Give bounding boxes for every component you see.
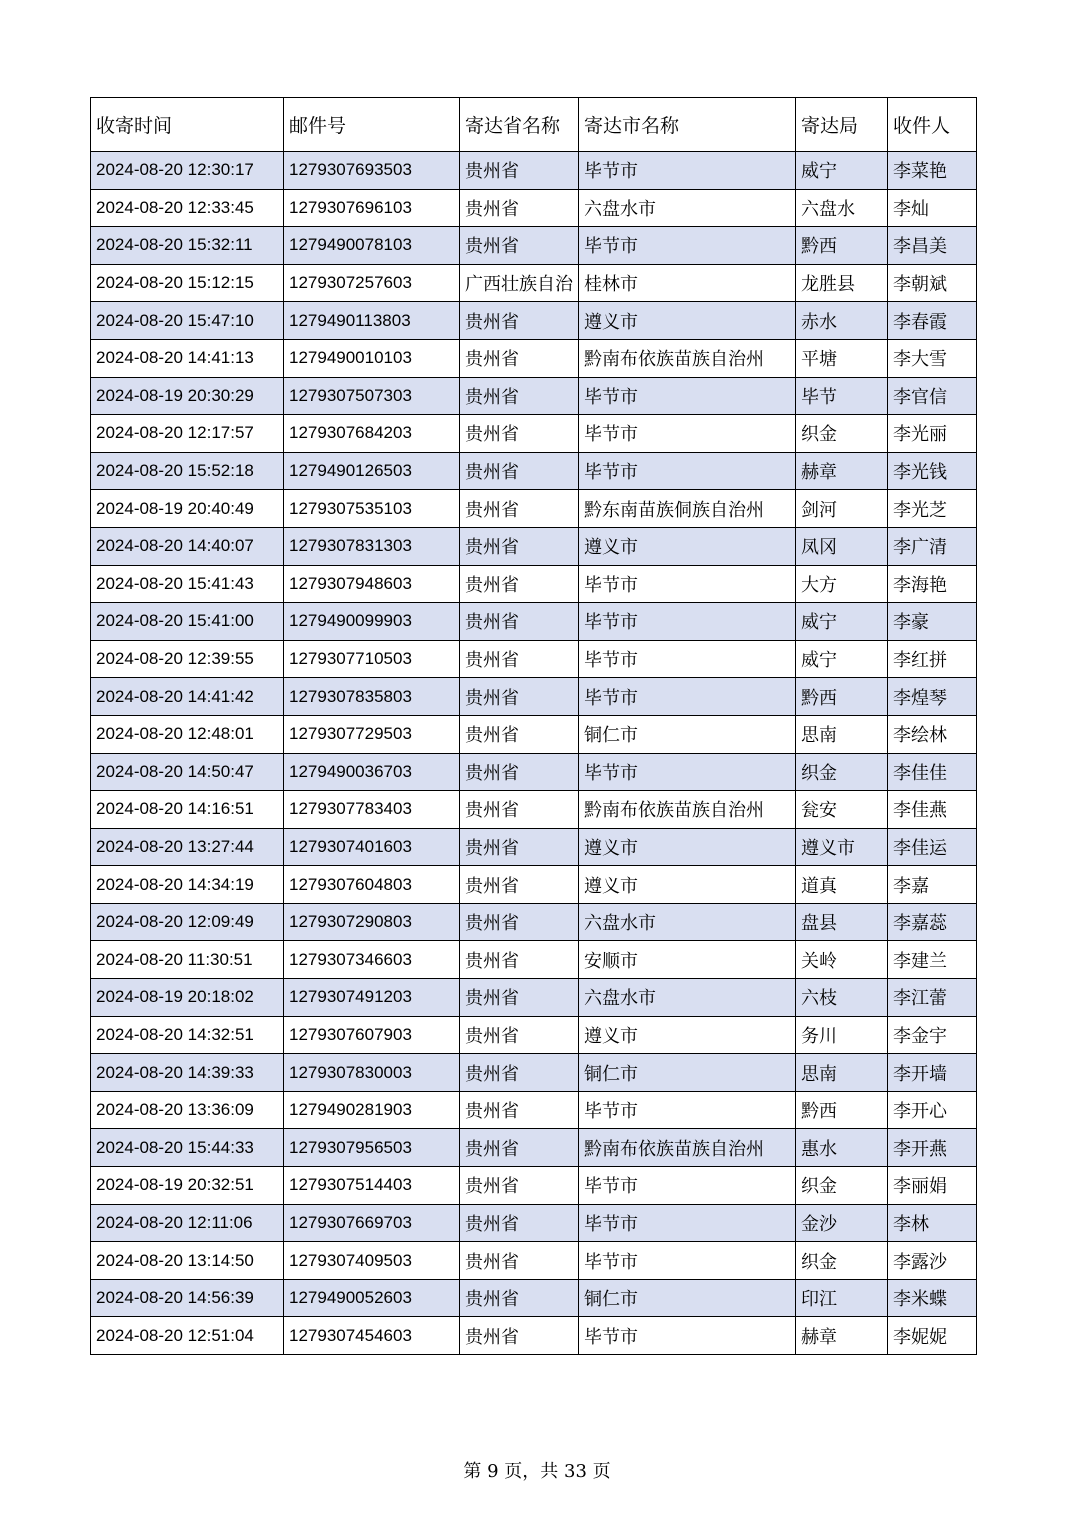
- recipient-cell: 李大雪: [888, 339, 977, 377]
- table-row: [91, 1242, 977, 1280]
- recipient-cell: 李建兰: [888, 941, 977, 979]
- recipient-cell: 李露沙: [888, 1242, 977, 1280]
- office-cell: 黔西: [796, 1091, 888, 1129]
- mail-number-cell: 1279307948603: [284, 565, 460, 603]
- table-row: [91, 415, 977, 453]
- mail-number-cell: 1279307710503: [284, 640, 460, 678]
- table-row: [91, 1279, 977, 1317]
- office-cell: 黔西: [796, 227, 888, 265]
- mail-number-cell: 1279307835803: [284, 678, 460, 716]
- posting-time-cell: 2024-08-20 11:30:51: [91, 941, 284, 979]
- office-cell: 印江: [796, 1279, 888, 1317]
- recipient-cell: 李开墙: [888, 1054, 977, 1092]
- city-cell: 桂林市: [579, 264, 796, 302]
- recipient-cell: 李光芝: [888, 490, 977, 528]
- posting-time-cell: 2024-08-20 12:30:17: [91, 152, 284, 190]
- city-cell: 铜仁市: [579, 715, 796, 753]
- city-cell: 毕节市: [579, 377, 796, 415]
- city-cell: 遵义市: [579, 1016, 796, 1054]
- office-cell: 关岭: [796, 941, 888, 979]
- table-row: [91, 903, 977, 941]
- posting-time-cell: 2024-08-20 14:41:13: [91, 339, 284, 377]
- mail-number-cell: 1279490281903: [284, 1091, 460, 1129]
- city-cell: 遵义市: [579, 302, 796, 340]
- posting-time-cell: 2024-08-20 14:50:47: [91, 753, 284, 791]
- recipient-cell: 李金宇: [888, 1016, 977, 1054]
- mail-number-cell: 1279307491203: [284, 979, 460, 1017]
- mail-number-cell: 1279307290803: [284, 903, 460, 941]
- mail-number-cell: 1279307729503: [284, 715, 460, 753]
- province-cell: 贵州省: [460, 1242, 579, 1280]
- city-cell: 毕节市: [579, 678, 796, 716]
- posting-time-cell: 2024-08-19 20:40:49: [91, 490, 284, 528]
- mail-number-cell: 1279307409503: [284, 1242, 460, 1280]
- province-cell: 贵州省: [460, 1054, 579, 1092]
- mail-number-cell: 1279307684203: [284, 415, 460, 453]
- province-cell: 贵州省: [460, 1204, 579, 1242]
- province-cell: 贵州省: [460, 1279, 579, 1317]
- province-cell: 贵州省: [460, 565, 579, 603]
- province-cell: 贵州省: [460, 979, 579, 1017]
- posting-time-cell: 2024-08-20 14:34:19: [91, 866, 284, 904]
- province-cell: 贵州省: [460, 189, 579, 227]
- office-cell: 毕节: [796, 377, 888, 415]
- posting-time-cell: 2024-08-20 14:41:42: [91, 678, 284, 716]
- posting-time-cell: 2024-08-19 20:18:02: [91, 979, 284, 1017]
- office-cell: 瓮安: [796, 791, 888, 829]
- posting-time-cell: 2024-08-20 15:32:11: [91, 227, 284, 265]
- recipient-cell: 李佳燕: [888, 791, 977, 829]
- recipient-cell: 李妮妮: [888, 1317, 977, 1355]
- table-row: [91, 1204, 977, 1242]
- table-row: [91, 490, 977, 528]
- province-cell: 贵州省: [460, 527, 579, 565]
- header-recipient: 收件人: [888, 98, 977, 152]
- city-cell: 安顺市: [579, 941, 796, 979]
- mail-number-cell: 1279307693503: [284, 152, 460, 190]
- office-cell: 道真: [796, 866, 888, 904]
- posting-time-cell: 2024-08-20 13:36:09: [91, 1091, 284, 1129]
- mail-number-cell: 1279307669703: [284, 1204, 460, 1242]
- office-cell: 务川: [796, 1016, 888, 1054]
- table-row: [91, 1091, 977, 1129]
- posting-time-cell: 2024-08-20 14:16:51: [91, 791, 284, 829]
- mail-number-cell: 1279307535103: [284, 490, 460, 528]
- header-destination-office: 寄达局: [796, 98, 888, 152]
- office-cell: 剑河: [796, 490, 888, 528]
- table-row: [91, 302, 977, 340]
- province-cell: 广西壮族自治: [460, 264, 579, 302]
- city-cell: 毕节市: [579, 227, 796, 265]
- recipient-cell: 李佳运: [888, 828, 977, 866]
- province-cell: 贵州省: [460, 1167, 579, 1205]
- province-cell: 贵州省: [460, 415, 579, 453]
- province-cell: 贵州省: [460, 452, 579, 490]
- recipient-cell: 李米蝶: [888, 1279, 977, 1317]
- recipient-cell: 李光钱: [888, 452, 977, 490]
- city-cell: 毕节市: [579, 1242, 796, 1280]
- office-cell: 平塘: [796, 339, 888, 377]
- recipient-cell: 李朝斌: [888, 264, 977, 302]
- city-cell: 遵义市: [579, 866, 796, 904]
- city-cell: 黔东南苗族侗族自治州: [579, 490, 796, 528]
- posting-time-cell: 2024-08-20 12:09:49: [91, 903, 284, 941]
- mail-number-cell: 1279307507303: [284, 377, 460, 415]
- office-cell: 威宁: [796, 603, 888, 641]
- posting-time-cell: 2024-08-20 14:39:33: [91, 1054, 284, 1092]
- header-posting-time: 收寄时间: [91, 98, 284, 152]
- table-header-row: [91, 98, 977, 152]
- table-row: [91, 1167, 977, 1205]
- table-row: [91, 866, 977, 904]
- table-row: [91, 979, 977, 1017]
- recipient-cell: 李官信: [888, 377, 977, 415]
- province-cell: 贵州省: [460, 828, 579, 866]
- mail-number-cell: 1279490052603: [284, 1279, 460, 1317]
- mail-number-cell: 1279490126503: [284, 452, 460, 490]
- page-number-footer: 第 9 页，共 33 页: [463, 1461, 611, 1482]
- province-cell: 贵州省: [460, 152, 579, 190]
- recipient-cell: 李开心: [888, 1091, 977, 1129]
- table-row: [91, 189, 977, 227]
- table-row: [91, 1317, 977, 1355]
- province-cell: 贵州省: [460, 490, 579, 528]
- province-cell: 贵州省: [460, 678, 579, 716]
- mail-records-table: [90, 97, 977, 1355]
- table-row: [91, 527, 977, 565]
- header-destination-city: 寄达市名称: [579, 98, 796, 152]
- city-cell: 黔南布依族苗族自治州: [579, 339, 796, 377]
- mail-number-cell: 1279307783403: [284, 791, 460, 829]
- mail-number-cell: 1279490078103: [284, 227, 460, 265]
- recipient-cell: 李绘林: [888, 715, 977, 753]
- posting-time-cell: 2024-08-20 14:40:07: [91, 527, 284, 565]
- table-row: [91, 264, 977, 302]
- city-cell: 毕节市: [579, 1317, 796, 1355]
- posting-time-cell: 2024-08-20 13:14:50: [91, 1242, 284, 1280]
- province-cell: 贵州省: [460, 377, 579, 415]
- posting-time-cell: 2024-08-20 12:17:57: [91, 415, 284, 453]
- table-row: [91, 753, 977, 791]
- recipient-cell: 李广清: [888, 527, 977, 565]
- office-cell: 赤水: [796, 302, 888, 340]
- recipient-cell: 李嘉: [888, 866, 977, 904]
- posting-time-cell: 2024-08-20 15:12:15: [91, 264, 284, 302]
- recipient-cell: 李林: [888, 1204, 977, 1242]
- province-cell: 贵州省: [460, 753, 579, 791]
- posting-time-cell: 2024-08-20 15:41:00: [91, 603, 284, 641]
- mail-number-cell: 1279307831303: [284, 527, 460, 565]
- city-cell: 遵义市: [579, 828, 796, 866]
- office-cell: 金沙: [796, 1204, 888, 1242]
- office-cell: 织金: [796, 753, 888, 791]
- recipient-cell: 李红拼: [888, 640, 977, 678]
- city-cell: 铜仁市: [579, 1279, 796, 1317]
- table-row: [91, 678, 977, 716]
- table-body: [91, 152, 977, 1355]
- province-cell: 贵州省: [460, 791, 579, 829]
- header-mail-number: 邮件号: [284, 98, 460, 152]
- recipient-cell: 李开燕: [888, 1129, 977, 1167]
- table-row: [91, 227, 977, 265]
- city-cell: 毕节市: [579, 565, 796, 603]
- mail-number-cell: 1279490036703: [284, 753, 460, 791]
- city-cell: 毕节市: [579, 640, 796, 678]
- city-cell: 毕节市: [579, 1204, 796, 1242]
- table-row: [91, 1054, 977, 1092]
- province-cell: 贵州省: [460, 715, 579, 753]
- city-cell: 毕节市: [579, 415, 796, 453]
- posting-time-cell: 2024-08-20 14:32:51: [91, 1016, 284, 1054]
- table-row: [91, 452, 977, 490]
- mail-number-cell: 1279307604803: [284, 866, 460, 904]
- city-cell: 黔南布依族苗族自治州: [579, 791, 796, 829]
- table-row: [91, 339, 977, 377]
- office-cell: 赫章: [796, 452, 888, 490]
- mail-number-cell: 1279307956503: [284, 1129, 460, 1167]
- posting-time-cell: 2024-08-20 15:47:10: [91, 302, 284, 340]
- mail-number-cell: 1279490113803: [284, 302, 460, 340]
- office-cell: 织金: [796, 415, 888, 453]
- posting-time-cell: 2024-08-20 12:39:55: [91, 640, 284, 678]
- posting-time-cell: 2024-08-20 12:11:06: [91, 1204, 284, 1242]
- office-cell: 威宁: [796, 152, 888, 190]
- posting-time-cell: 2024-08-20 13:27:44: [91, 828, 284, 866]
- office-cell: 思南: [796, 1054, 888, 1092]
- posting-time-cell: 2024-08-20 14:56:39: [91, 1279, 284, 1317]
- office-cell: 六盘水: [796, 189, 888, 227]
- office-cell: 织金: [796, 1167, 888, 1205]
- posting-time-cell: 2024-08-20 15:52:18: [91, 452, 284, 490]
- city-cell: 六盘水市: [579, 979, 796, 1017]
- posting-time-cell: 2024-08-20 15:44:33: [91, 1129, 284, 1167]
- table-row: [91, 640, 977, 678]
- office-cell: 思南: [796, 715, 888, 753]
- city-cell: 毕节市: [579, 753, 796, 791]
- city-cell: 铜仁市: [579, 1054, 796, 1092]
- posting-time-cell: 2024-08-20 12:33:45: [91, 189, 284, 227]
- table-row: [91, 377, 977, 415]
- province-cell: 贵州省: [460, 603, 579, 641]
- posting-time-cell: 2024-08-19 20:30:29: [91, 377, 284, 415]
- recipient-cell: 李丽娟: [888, 1167, 977, 1205]
- recipient-cell: 李佳佳: [888, 753, 977, 791]
- table-row: [91, 941, 977, 979]
- recipient-cell: 李春霞: [888, 302, 977, 340]
- province-cell: 贵州省: [460, 941, 579, 979]
- posting-time-cell: 2024-08-20 12:51:04: [91, 1317, 284, 1355]
- city-cell: 六盘水市: [579, 189, 796, 227]
- mail-number-cell: 1279307607903: [284, 1016, 460, 1054]
- city-cell: 毕节市: [579, 603, 796, 641]
- office-cell: 大方: [796, 565, 888, 603]
- office-cell: 赫章: [796, 1317, 888, 1355]
- table-row: [91, 1129, 977, 1167]
- recipient-cell: 李嘉蕊: [888, 903, 977, 941]
- posting-time-cell: 2024-08-20 12:48:01: [91, 715, 284, 753]
- city-cell: 六盘水市: [579, 903, 796, 941]
- mail-number-cell: 1279307514403: [284, 1167, 460, 1205]
- province-cell: 贵州省: [460, 640, 579, 678]
- posting-time-cell: 2024-08-20 15:41:43: [91, 565, 284, 603]
- table-row: [91, 715, 977, 753]
- province-cell: 贵州省: [460, 866, 579, 904]
- office-cell: 遵义市: [796, 828, 888, 866]
- office-cell: 盘县: [796, 903, 888, 941]
- office-cell: 织金: [796, 1242, 888, 1280]
- office-cell: 威宁: [796, 640, 888, 678]
- table-row: [91, 152, 977, 190]
- city-cell: 毕节市: [579, 152, 796, 190]
- office-cell: 龙胜县: [796, 264, 888, 302]
- recipient-cell: 李江蕾: [888, 979, 977, 1017]
- recipient-cell: 李海艳: [888, 565, 977, 603]
- recipient-cell: 李灿: [888, 189, 977, 227]
- table-row: [91, 828, 977, 866]
- table-row: [91, 603, 977, 641]
- recipient-cell: 李光丽: [888, 415, 977, 453]
- city-cell: 黔南布依族苗族自治州: [579, 1129, 796, 1167]
- city-cell: 毕节市: [579, 1091, 796, 1129]
- mail-number-cell: 1279307696103: [284, 189, 460, 227]
- province-cell: 贵州省: [460, 903, 579, 941]
- mail-number-cell: 1279307346603: [284, 941, 460, 979]
- mail-number-cell: 1279307257603: [284, 264, 460, 302]
- table-row: [91, 565, 977, 603]
- office-cell: 惠水: [796, 1129, 888, 1167]
- province-cell: 贵州省: [460, 1091, 579, 1129]
- office-cell: 黔西: [796, 678, 888, 716]
- posting-time-cell: 2024-08-19 20:32:51: [91, 1167, 284, 1205]
- mail-number-cell: 1279307401603: [284, 828, 460, 866]
- table-row: [91, 1016, 977, 1054]
- mail-number-cell: 1279490099903: [284, 603, 460, 641]
- office-cell: 凤冈: [796, 527, 888, 565]
- office-cell: 六枝: [796, 979, 888, 1017]
- province-cell: 贵州省: [460, 339, 579, 377]
- recipient-cell: 李菜艳: [888, 152, 977, 190]
- header-destination-province: 寄达省名称: [460, 98, 579, 152]
- province-cell: 贵州省: [460, 1129, 579, 1167]
- mail-number-cell: 1279307830003: [284, 1054, 460, 1092]
- province-cell: 贵州省: [460, 302, 579, 340]
- mail-number-cell: 1279490010103: [284, 339, 460, 377]
- recipient-cell: 李豪: [888, 603, 977, 641]
- city-cell: 遵义市: [579, 527, 796, 565]
- recipient-cell: 李煌琴: [888, 678, 977, 716]
- province-cell: 贵州省: [460, 227, 579, 265]
- province-cell: 贵州省: [460, 1016, 579, 1054]
- mail-number-cell: 1279307454603: [284, 1317, 460, 1355]
- province-cell: 贵州省: [460, 1317, 579, 1355]
- table-row: [91, 791, 977, 829]
- city-cell: 毕节市: [579, 1167, 796, 1205]
- city-cell: 毕节市: [579, 452, 796, 490]
- recipient-cell: 李昌美: [888, 227, 977, 265]
